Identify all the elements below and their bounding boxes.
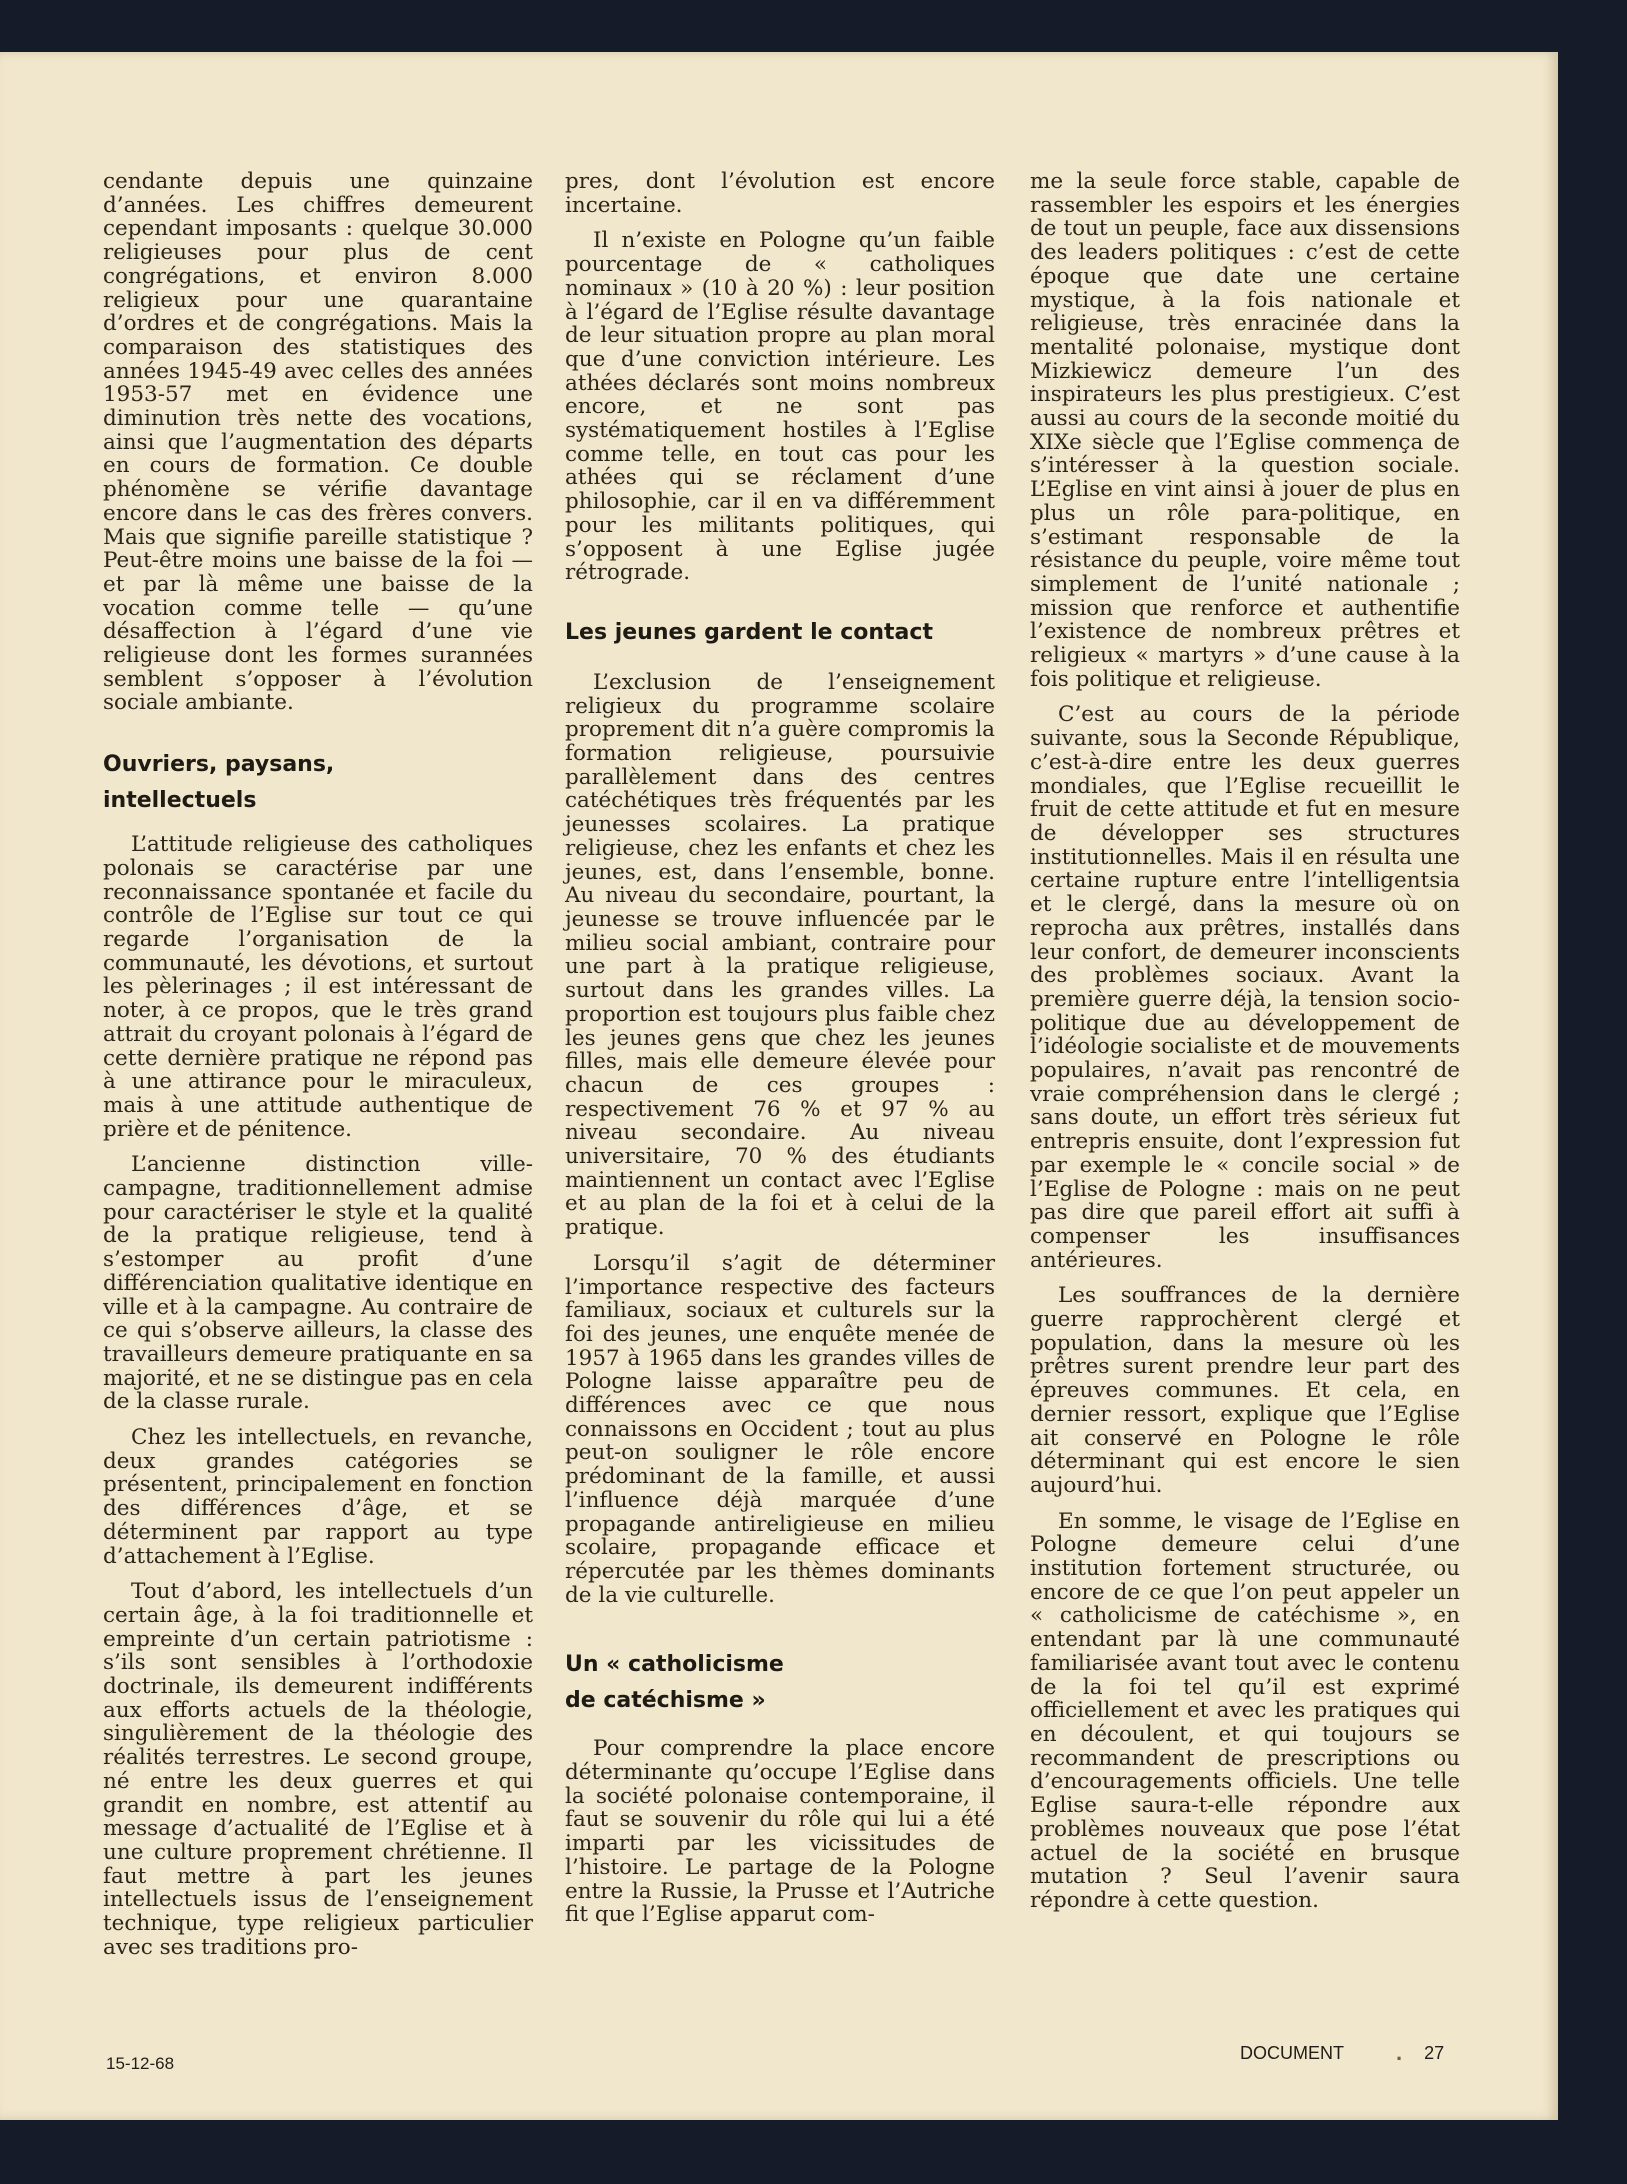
- section-heading-catholicisme: [565, 1647, 995, 1719]
- text-column-2: [565, 170, 995, 1927]
- publication-name: DOCUMENT: [1240, 2042, 1344, 2063]
- page-footer: [1240, 2040, 1444, 2066]
- paragraph: me la seule force stable, capable de rassembler les espoirs et les énergies de tout un peuple, face aux dissensions des leaders politiques : c’est de cette époque que date une certaine mystique, à la fois nationale et religieuse, très enracinée dans la mentalité polonaise, mystique dont Mizkiewicz demeure l’un des inspirateurs les plus prestigieux. C’est aussi au cours de la seconde moitié du XIXe siècle que l’Eglise commença de s’intéresser à la question sociale. L’Eglise en vint ainsi à jouer de plus en plus un rôle para-politique, en s’estimant responsable de la résistance du peuple, voire même tout simplement de l’unité nationale ; mission que renforce et authentifie l’existence de nombreux prêtres et religieux « martyrs » d’une cause à la fois politique et religieuse.: [1030, 169, 1460, 692]
- paragraph: Chez les intellectuels, en revanche, deux grandes catégories se présentent, principalement en fonction des différences d’âge, et se déterminent par rapport au type d’attachement à l’Eglise.: [103, 1425, 533, 1569]
- issue-date: 15-12-68: [106, 2054, 175, 2073]
- paragraph: C’est au cours de la période suivante, sous la Seconde République, c’est-à-dire entre les deux guerres mondiales, que l’Eglise recueillit le fruit de cette attitude et fut en mesure de développer ses structures institutionnelles. Mais il en résulta une certaine rupture entre l’intelligentsia et le clergé, dans la mesure où on reprocha aux prêtres, installés dans leur confort, de demeurer inconscients des problèmes sociaux. Avant la première guerre déjà, la tension socio-politique due au développement de l’idéologie socialiste et de mouvements populaires, n’avait pas rencontré de vraie compréhension dans le clergé ; sans doute, un effort très sérieux fut entrepris ensuite, dont l’expression fut par exemple le « concile social » de l’Eglise de Pologne : mais on ne peut pas dire que pareil effort ait suffi à compenser les insuffisances antérieures.: [1030, 702, 1460, 1273]
- paragraph: L’ancienne distinction ville-campagne, traditionnellement admise pour caractériser le style et la qualité de la pratique religieuse, tend à s’estomper au profit d’une différenciation qualitative identique en ville et à la campagne. Au contraire de ce qui s’observe ailleurs, la classe des travailleurs demeure pratiquante en sa majorité, et ne se distingue pas en cela de la classe rurale.: [103, 1152, 533, 1415]
- magazine-page: [0, 52, 1558, 2120]
- text-column-3: [1030, 170, 1460, 1913]
- paragraph: Pour comprendre la place encore déterminante qu’occupe l’Eglise dans la société polonaise contemporaine, il faut se souvenir du rôle qui lui a été imparti par les vicissitudes de l’histoire. Le partage de la Pologne entre la Russie, la Prusse et l’Autriche fit que l’Eglise apparut com-: [565, 1736, 995, 1928]
- page-number: 27: [1424, 2042, 1445, 2063]
- paragraph: Tout d’abord, les intellectuels d’un certain âge, à la foi traditionnelle et empreinte d’un certain patriotisme : s’ils sont sensibles à l’orthodoxie doctrinale, ils demeurent indifférents aux efforts actuels de la théologie, singulièrement de la théologie des réalités terrestres. Le second groupe, né entre les deux guerres et qui grandit en nombre, est attentif au message d’actualité de l’Eglise et à une culture proprement chrétienne. Il faut mettre à part les jeunes intellectuels issus de l’enseignement technique, type religieux particulier avec ses traditions pro-: [103, 1579, 533, 1960]
- paragraph: L’attitude religieuse des catholiques polonais se caractérise par une reconnaissance spontanée et facile du contrôle de l’Eglise sur tout ce qui regarde l’organisation de la communauté, les dévotions, et surtout les pèlerinages ; il est intéressant de noter, à ce propos, que le très grand attrait du croyant polonais à l’égard de cette dernière pratique ne répond pas à une attirance pour le miraculeux, mais à une attitude authentique de prière et de pénitence.: [103, 832, 533, 1142]
- heading-line: Ouvriers, paysans,: [103, 752, 335, 778]
- paragraph: pres, dont l’évolution est encore incertaine.: [565, 169, 995, 218]
- paragraph: En somme, le visage de l’Eglise en Pologne demeure celui d’une institution fortement structurée, ou encore de ce que l’on peut appeler un « catholicisme de catéchisme », en entendant par là une communauté familiarisée avant tout avec le contenu de la foi tel qu’il est exprimé officiellement et avec les pratiques qui en découlent, et qui toujours se recommandent de prescriptions ou d’encouragements officiels. Une telle Eglise saura-t-elle répondre aux problèmes nouveaux que pose l’état actuel de la société en brusque mutation ? Seul l’avenir saura répondre à cette question.: [1030, 1508, 1460, 1913]
- heading-line: intellectuels: [103, 788, 257, 814]
- section-heading-jeunes: Les jeunes gardent le contact: [565, 619, 933, 645]
- heading-line: Un « catholicisme: [565, 1652, 784, 1678]
- footer-separator: .: [1396, 2040, 1403, 2065]
- paragraph: Il n’existe en Pologne qu’un faible pourcentage de « catholiques nominaux » (10 à 20 %) : leur position à l’égard de l’Eglise résulte davantage de leur situation propre au plan moral que d’une conviction intérieure. Les athées déclarés sont moins nombreux encore, et ne sont pas systématiquement hostiles à l’Eglise comme telle, en tout cas pour les athées qui se réclament d’une philosophie, car il en va différemment pour les militants politiques, qui s’opposent à une Eglise jugée rétrograde.: [565, 228, 995, 586]
- heading-line: de catéchisme »: [565, 1688, 766, 1714]
- paragraph: Les souffrances de la dernière guerre rapprochèrent clergé et population, dans la mesure où les prêtres surent prendre leur part des épreuves communes. Et cela, en dernier ressort, explique que l’Eglise ait conservé en Pologne le rôle déterminant qui est encore le sien aujourd’hui.: [1030, 1283, 1460, 1498]
- text-column-1: [103, 170, 533, 1960]
- paragraph: cendante depuis une quinzaine d’années. Les chiffres demeurent cependant imposants : quelque 30.000 religieuses pour plus de cent congrégations, et environ 8.000 religieux pour une quarantaine d’ordres et de congrégations. Mais la comparaison des statistiques des années 1945-49 avec celles des années 1953-57 met en évidence une diminution très nette des vocations, ainsi que l’augmentation des départs en cours de formation. Ce double phénomène se vérifie davantage encore dans le cas des frères convers. Mais que signifie pareille statistique ? Peut-être moins une baisse de la foi — et par là même une baisse de la vocation comme telle — qu’une désaffection à l’égard d’une vie religieuse dont les formes surannées semblent s’opposer à l’évolution sociale ambiante.: [103, 169, 533, 716]
- paragraph: L’exclusion de l’enseignement religieux du programme scolaire proprement dit n’a guère compromis la formation religieuse, poursuivie parallèlement dans des centres catéchétiques très fréquentés par les jeunesses scolaires. La pratique religieuse, chez les enfants et chez les jeunes, est, dans l’ensemble, bonne. Au niveau du secondaire, pourtant, la jeunesse se trouve influencée par le milieu social ambiant, contraire pour une part à la pratique religieuse, surtout dans les grandes villes. La proportion est toujours plus faible chez les jeunes gens que chez les jeunes filles, mais elle demeure élevée pour chacun de ces groupes : respectivement 76 % et 97 % au niveau secondaire. Au niveau universitaire, 70 % des étudiants maintiennent un contact avec l’Eglise et au plan de la foi et à celui de la pratique.: [565, 669, 995, 1241]
- paragraph: Lorsqu’il s’agit de déterminer l’importance respective des facteurs familiaux, sociaux et culturels sur la foi des jeunes, une enquête menée de 1957 à 1965 dans les grandes villes de Pologne laisse apparaître peu de différences avec ce que nous connaissons en Occident ; tout au plus peut-on souligner le rôle encore prédominant de la famille, et aussi l’influence déjà marquée d’une propagande antireligieuse en milieu scolaire, propagande efficace et répercutée par les thèmes dominants de la vie culturelle.: [565, 1250, 995, 1608]
- section-heading-ouvriers: [103, 747, 533, 819]
